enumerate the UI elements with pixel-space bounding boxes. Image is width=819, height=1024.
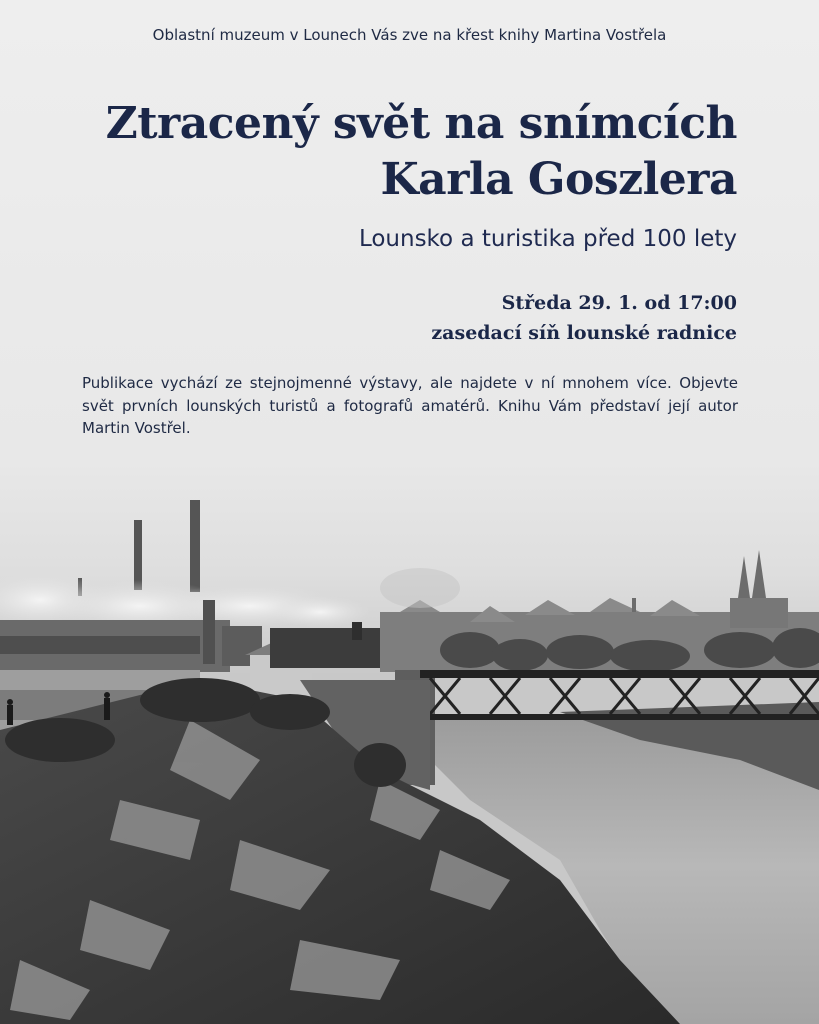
event-info (431, 288, 737, 348)
book-title-line-1: Ztracený svět na snímcích (105, 98, 737, 149)
invitation-line: Oblastní muzeum v Lounech Vás zve na křest knihy Martina Vostřela (152, 26, 667, 44)
book-subtitle: Lounsko a turistika před 100 lety (358, 226, 737, 252)
event-venue: zasedací síň lounské radnice (431, 322, 737, 344)
book-title (106, 96, 737, 208)
book-title-line-2: Karla Goszlera (380, 154, 737, 205)
event-datetime: Středa 29. 1. od 17:00 (501, 292, 737, 314)
event-description: Publikace vychází ze stejnojmenné výstavy, ale najdete v ní mnohem více. Objevte svět prvních lounských turistů a fotografů amatérů. Knihu Vám představí její autor Martin Vostřel. (82, 374, 738, 437)
